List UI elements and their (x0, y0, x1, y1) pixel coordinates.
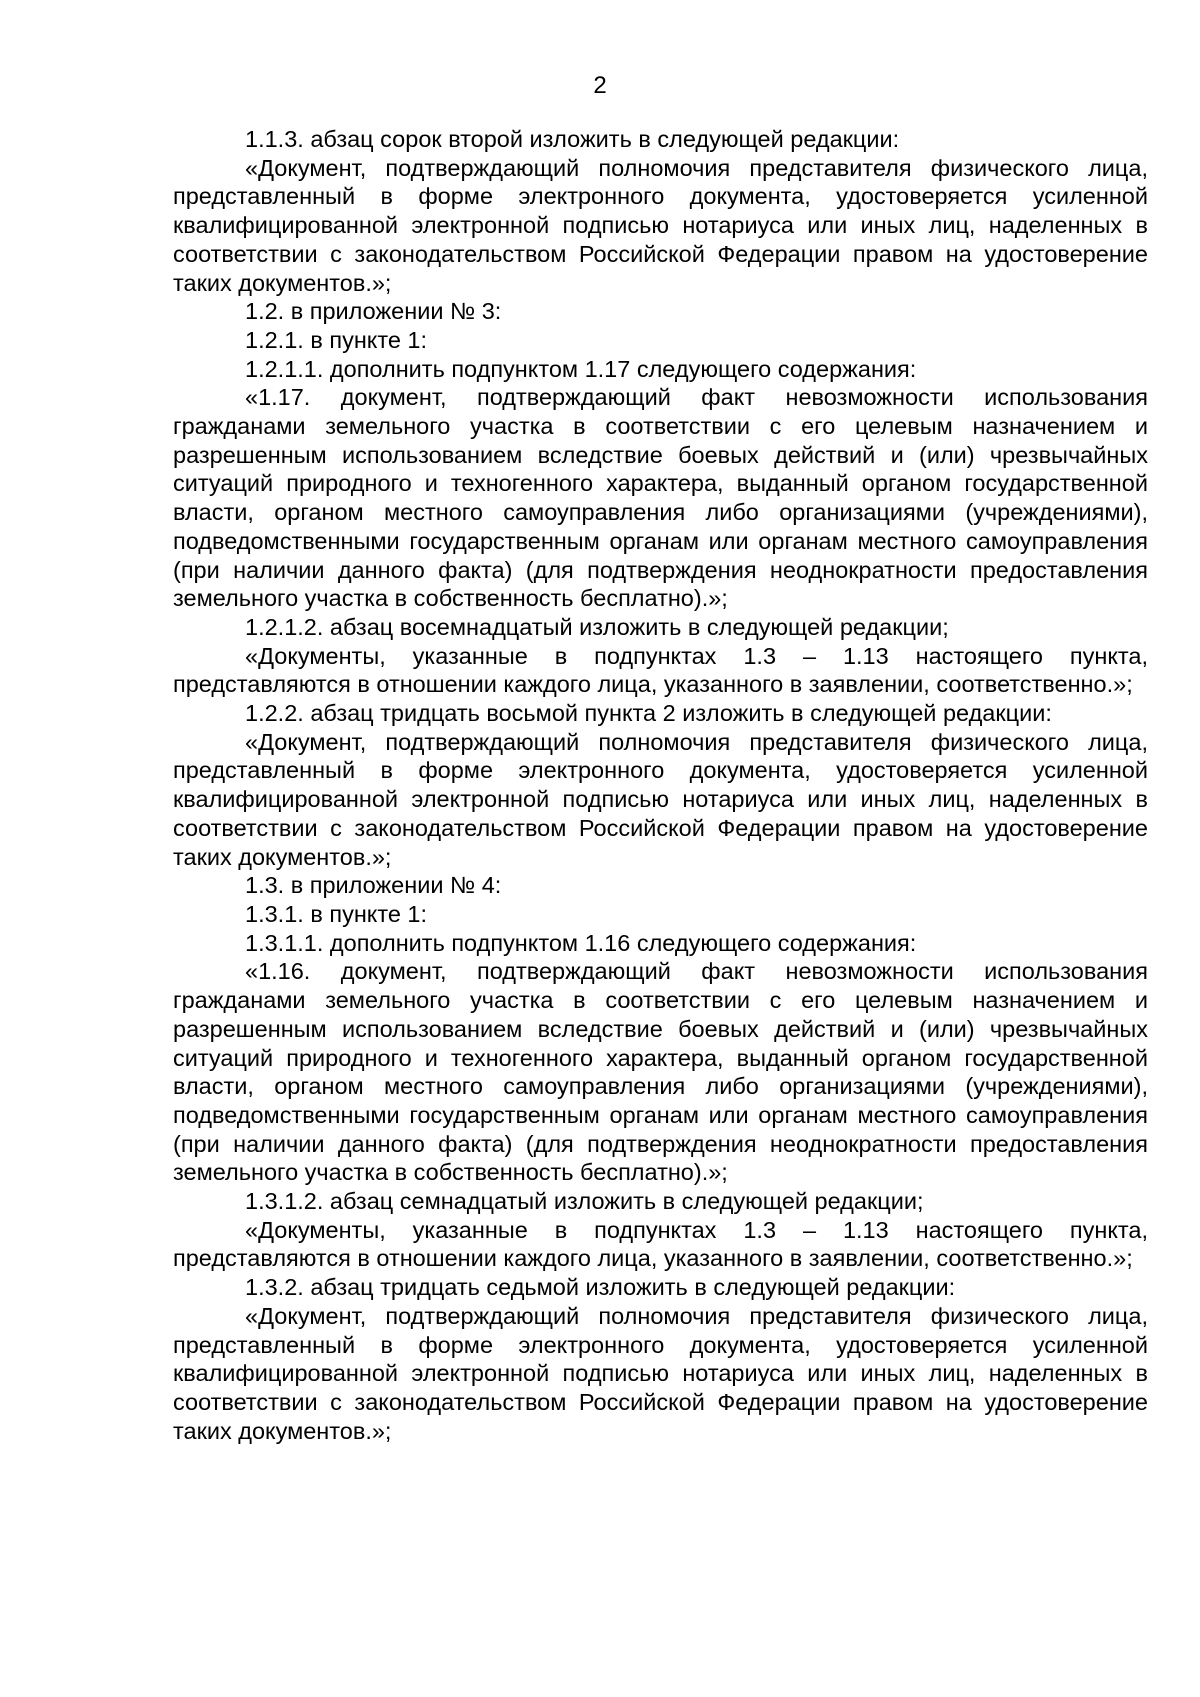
paragraph-1-3-2: 1.3.2. абзац тридцать седьмой изложить в следующей редакции: (245, 1274, 956, 1301)
paragraph-1-2-1-1: 1.2.1.1. дополнить подпунктом 1.17 следующего содержания: (245, 355, 917, 382)
quoted-paragraph: «1.16. документ, подтверждающий факт невозможности использования гражданами земельного участка в соответствии с его целевым назначением и разрешенным использованием вследствие боевых действий и (или) чрезвычайных ситуаций природного и техногенного характера, выданный органом государственной власти, органом местного самоуправления либо организациями (учреждениями), подведомственными государственным органам или органам местного самоуправления (при наличии данного факта) (для подтверждения неоднократности предоставления земельного участка в собственность бесплатно).»; (173, 958, 1148, 1186)
paragraph-1-3: 1.3. в приложении № 4: (245, 872, 502, 899)
quoted-paragraph: «1.17. документ, подтверждающий факт невозможности использования гражданами земельного участка в соответствии с его целевым назначением и разрешенным использованием вследствие боевых действий и (или) чрезвычайных ситуаций природного и техногенного характера, выданный органом государственной власти, органом местного самоуправления либо организациями (учреждениями), подведомственными государственным органам или органам местного самоуправления (при наличии данного факта) (для подтверждения неоднократности предоставления земельного участка в собственность бесплатно).»; (173, 384, 1148, 612)
paragraph-1-3-1-1: 1.3.1.1. дополнить подпунктом 1.16 следующего содержания: (245, 929, 917, 956)
paragraph-1-2-1-2: 1.2.1.2. абзац восемнадцатый изложить в следующей редакции; (245, 613, 949, 640)
paragraph-1-2-1: 1.2.1. в пункте 1: (245, 326, 428, 353)
paragraph-1-2: 1.2. в приложении № 3: (245, 298, 502, 325)
quoted-paragraph: «Документ, подтверждающий полномочия представителя физического лица, представленный в форме электронного документа, удостоверяется усиленной квалифицированной электронной подписью нотариуса или иных лиц, наделенных в соответствии с законодательством Российской Федерации правом на удостоверение таких документов.»; (173, 1302, 1148, 1444)
paragraph-1-3-1: 1.3.1. в пункте 1: (245, 900, 428, 927)
quoted-paragraph: «Документ, подтверждающий полномочия представителя физического лица, представленный в форме электронного документа, удостоверяется усиленной квалифицированной электронной подписью нотариуса или иных лиц, наделенных в соответствии с законодательством Российской Федерации правом на удостоверение таких документов.»; (173, 154, 1148, 296)
document-body (173, 125, 1148, 1445)
quoted-paragraph: «Документы, указанные в подпунктах 1.3 – 1.13 настоящего пункта, представляются в отношении каждого лица, указанного в заявлении, соответственно.»; (173, 1216, 1148, 1272)
paragraph-1-3-1-2: 1.3.1.2. абзац семнадцатый изложить в следующей редакции; (245, 1188, 924, 1215)
paragraph-1-2-2: 1.2.2. абзац тридцать восьмой пункта 2 изложить в следующей редакции: (245, 700, 1052, 727)
quoted-paragraph: «Документ, подтверждающий полномочия представителя физического лица, представленный в форме электронного документа, удостоверяется усиленной квалифицированной электронной подписью нотариуса или иных лиц, наделенных в соответствии с законодательством Российской Федерации правом на удостоверение таких документов.»; (173, 728, 1148, 870)
quoted-paragraph: «Документы, указанные в подпунктах 1.3 – 1.13 настоящего пункта, представляются в отношении каждого лица, указанного в заявлении, соответственно.»; (173, 642, 1148, 698)
page-number: 2 (593, 72, 607, 99)
paragraph-1-1-3: 1.1.3. абзац сорок второй изложить в следующей редакции: (245, 126, 900, 152)
